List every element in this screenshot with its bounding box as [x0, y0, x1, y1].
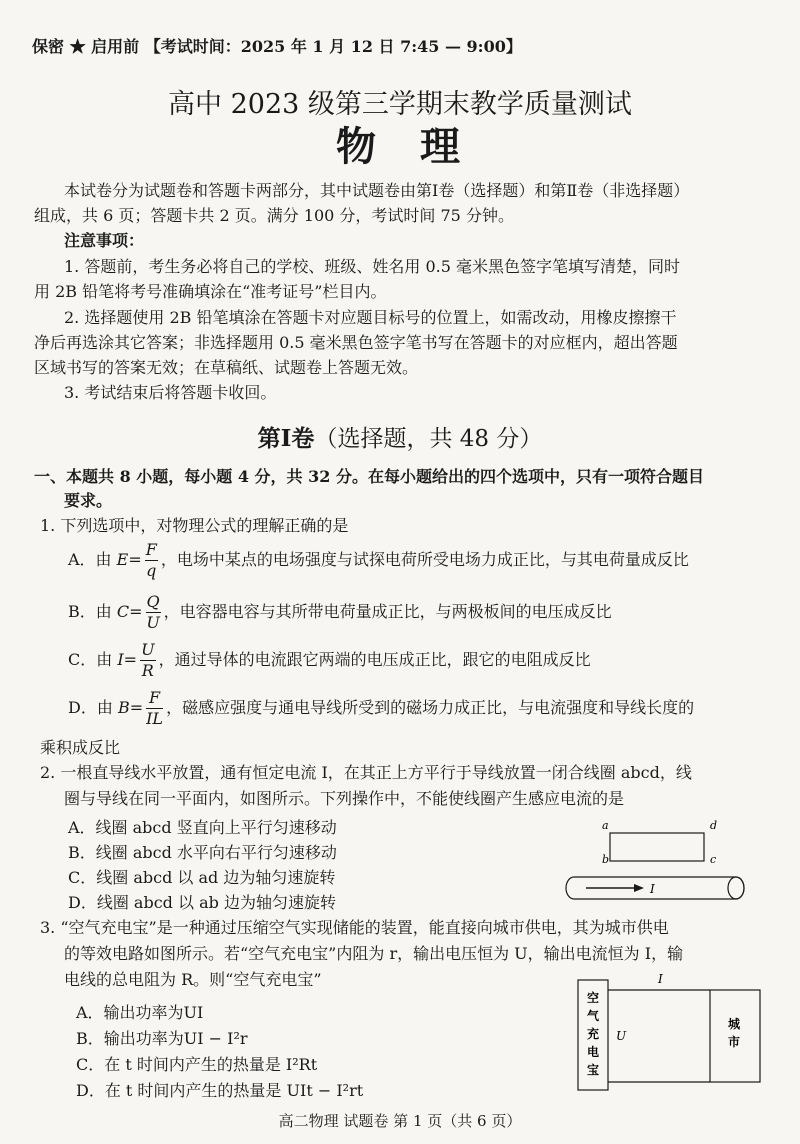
city-char: 城: [728, 1017, 741, 1031]
source-char: 充: [587, 1027, 600, 1041]
subject-title: 物理: [336, 123, 504, 170]
section-sub: （选择题，共 48 分）: [314, 426, 543, 452]
option-b: B．输出功率为UI − I²r: [76, 1029, 248, 1048]
question-stem: 的等效电路如图所示。若“空气充电宝”内阻为 r，输出电压恒为 U，输出电流恒为 I，输: [64, 944, 684, 963]
option-text: ，磁感应强度与通电导线所受到的磁场力成正比，与电流强度和导线长度的: [166, 698, 695, 717]
question-stem: 电线的总电阻为 R。则“空气充电宝”: [64, 970, 322, 989]
option-c: C．线圈 abcd 以 ad 边为轴匀速旋转: [68, 868, 336, 887]
label-d: d: [710, 819, 718, 832]
fraction: [146, 592, 161, 633]
fraction: [146, 688, 163, 729]
exam-header: [32, 34, 522, 57]
page-footer: 高二物理 试题卷 第 1 页（共 6 页）: [278, 1112, 522, 1130]
option-label: B．由: [68, 602, 112, 621]
question-stem: 3. “空气充电宝”是一种通过压缩空气实现储能的装置，能直接向城市供电，其为城市供电: [40, 918, 669, 937]
section-name: 第Ⅰ卷: [257, 425, 315, 452]
option-text: ，电场中某点的电场强度与试探电荷所受电场力成正比，与其电荷量成反比: [160, 550, 689, 569]
section-title: [0, 420, 800, 453]
formula-lhs: C: [116, 602, 130, 621]
option-label: A．由: [68, 550, 112, 569]
confidential-label: 保密 ★ 启用前: [32, 37, 140, 56]
option-d: D．在 t 时间内产生的热量是 UIt − I²rt: [76, 1081, 364, 1100]
option-b: B．线圈 abcd 水平向右平行匀速移动: [68, 843, 337, 862]
denominator: q: [146, 561, 157, 580]
circuit-diagram: [560, 968, 780, 1098]
option-c: C．在 t 时间内产生的热量是 I²Rt: [76, 1055, 318, 1074]
formula-lhs: I: [117, 650, 124, 669]
question-stem: 圈与导线在同一平面内，如图所示。下列操作中，不能使线圈产生感应电流的是: [64, 789, 625, 808]
option-c: C．由 I= $\frac{U}{R}$ ，通过导体的电流跟它两端的电压成正比，跟它的电阻成反比: [68, 640, 591, 680]
option-a: A．由 E= $\frac{F}{q}$ ，电场中某点的电场强度与试探电荷所受电场力成正比，与其电荷量成反比: [68, 540, 689, 580]
fraction: [145, 540, 158, 581]
current-label: I: [650, 882, 655, 896]
source-char: 气: [587, 1009, 600, 1023]
numerator: U: [141, 640, 155, 659]
notes-title: 注意事项：: [64, 231, 145, 250]
note-line: 区域书写的答案无效；在草稿纸、试题卷上答题无效。: [34, 358, 419, 377]
denominator: R: [141, 661, 154, 680]
current-label: I: [658, 972, 663, 986]
option-b: B．由 C= $\frac{Q}{U}$ ，电容器电容与其所带电荷量成正比，与两极板间的电压成反比: [68, 592, 612, 632]
option-d: D．线圈 abcd 以 ab 边为轴匀速旋转: [68, 893, 336, 912]
source-char: 宝: [587, 1063, 600, 1077]
numerator: F: [146, 688, 163, 709]
label-b: b: [602, 853, 610, 866]
city-char: 市: [728, 1035, 741, 1049]
numerator: F: [145, 540, 157, 559]
source-char: 电: [587, 1045, 600, 1059]
option-a: A．输出功率为UI: [76, 1003, 204, 1022]
voltage-label: U: [616, 1029, 627, 1043]
option-a: A．线圈 abcd 竖直向上平行匀速移动: [68, 818, 337, 837]
intro-line: 本试卷分为试题卷和答题卡两部分，其中试题卷由第Ⅰ卷（选择题）和第Ⅱ卷（非选择题）: [64, 181, 690, 200]
exam-time: 【考试时间：2025 年 1 月 12 日 7:45 — 9:00】: [144, 37, 522, 56]
fraction: [140, 640, 155, 681]
question-stem: 2. 一根直导线水平放置，通有恒定电流 I，在其正上方平行于导线放置一闭合线圈 abcd，线: [40, 763, 692, 782]
coil-wire-diagram: [560, 815, 760, 915]
note-line: 2. 选择题使用 2B 铅笔填涂在答题卡对应题目标号的位置上，如需改动，用橡皮擦擦干: [64, 308, 677, 327]
numerator: Q: [146, 592, 160, 611]
note-line: 1. 答题前，考生务必将自己的学校、班级、姓名用 0.5 毫米黑色签字笔填写清楚，同时: [64, 257, 680, 276]
part-instructions: 要求。: [64, 491, 113, 510]
part-instructions: 一、本题共 8 小题，每小题 4 分，共 32 分。在每小题给出的四个选项中，只有一项符合题目: [34, 467, 704, 486]
note-line: 净后再选涂其它答案；非选择题用 0.5 毫米黑色签字笔书写在答题卡的对应框内，超出答题: [34, 333, 678, 352]
denominator: IL: [146, 709, 164, 728]
option-d-cont: 乘积成反比: [40, 738, 121, 757]
formula-lhs: B: [117, 698, 130, 717]
option-label: D．由: [68, 698, 113, 717]
denominator: U: [146, 613, 160, 632]
intro-line: 组成，共 6 页；答题卡共 2 页。满分 100 分，考试时间 75 分钟。: [34, 206, 514, 225]
exam-title: 高中 2023 级第三学期末教学质量测试: [168, 89, 632, 120]
label-c: c: [710, 853, 717, 866]
source-char: 空: [587, 991, 600, 1005]
option-d: D．由 B= $\frac{F}{IL}$ ，磁感应强度与通电导线所受到的磁场力成正比，与电流强度和导线长度的: [68, 688, 695, 728]
formula-lhs: E: [116, 550, 129, 569]
option-text: ，通过导体的电流跟它两端的电压成正比，跟它的电阻成反比: [158, 650, 591, 669]
label-a: a: [602, 819, 609, 832]
note-line: 用 2B 铅笔将考号准确填涂在“准考证号”栏目内。: [34, 282, 387, 301]
option-label: C．由: [68, 650, 113, 669]
coil-abcd: [610, 833, 704, 861]
option-text: ，电容器电容与其所带电荷量成正比，与两极板间的电压成反比: [163, 602, 612, 621]
question-stem: 1. 下列选项中，对物理公式的理解正确的是: [40, 516, 349, 535]
note-line: 3. 考试结束后将答题卡收回。: [64, 383, 277, 402]
